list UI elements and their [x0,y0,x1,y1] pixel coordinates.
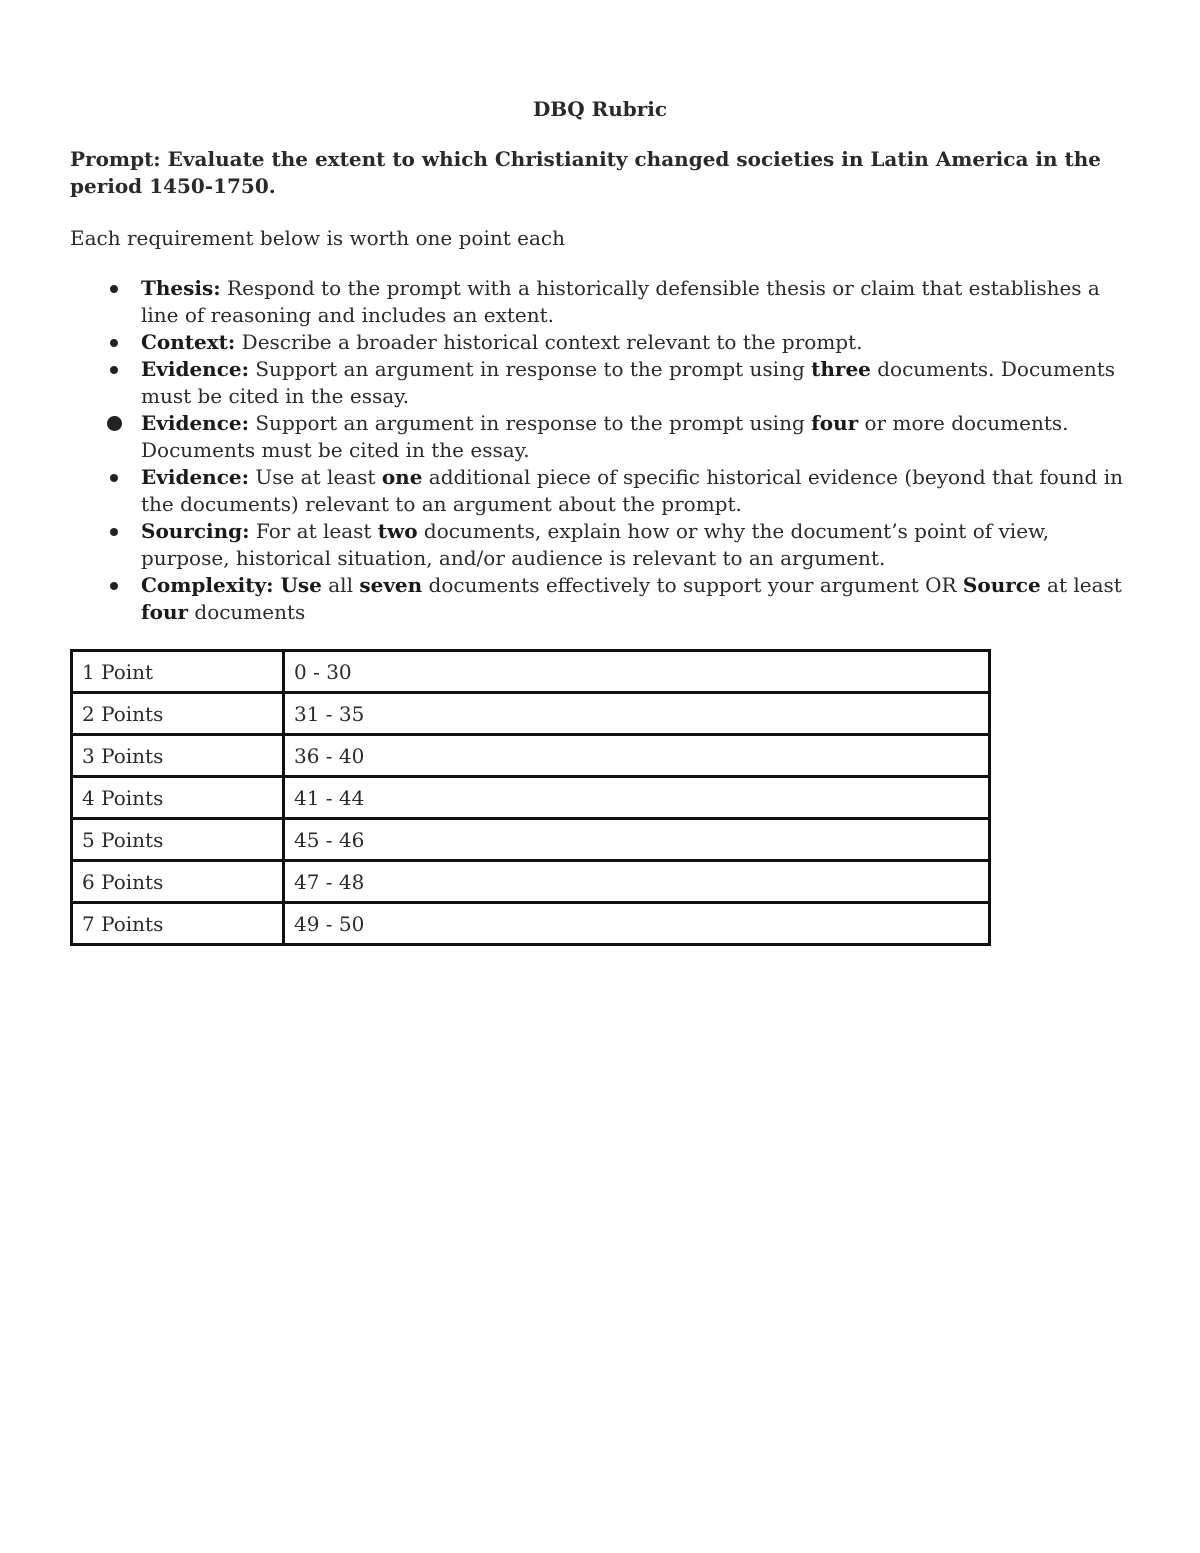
requirement-emphasis: two [377,519,418,543]
range-cell: 31 - 35 [284,693,990,735]
list-item [70,275,1130,329]
bullet-icon [110,582,118,590]
requirement-emphasis: three [811,357,871,381]
requirement-label: Complexity: [141,573,274,597]
table-row [72,777,990,819]
requirements-list [70,275,1130,626]
table-row [72,903,990,945]
table-row [72,651,990,693]
points-cell: 3 Points [72,735,284,777]
list-item [70,410,1130,464]
requirement-text: documents effectively to support your argument OR [422,573,963,597]
points-cell: 4 Points [72,777,284,819]
requirement-label: Thesis: [141,276,221,300]
requirement-text: additional piece of specific historical evidence (beyond that found in the documents) relevant to an argument about the prompt. [141,465,1123,516]
bullet-icon [110,339,118,347]
requirement-label: Sourcing: [141,519,250,543]
points-cell: 1 Point [72,651,284,693]
requirement-emphasis: seven [359,573,423,597]
points-cell: 7 Points [72,903,284,945]
list-item [70,518,1130,572]
requirement-text: Support an argument in response to the prompt using [249,411,812,435]
table-row [72,861,990,903]
requirement-text: Respond to the prompt with a historically defensible thesis or claim that establishes a line of reasoning and includes an extent. [141,276,1100,327]
requirement-text: documents, explain how or why the document’s point of view, purpose, historical situation, and/or audience is relevant to an argument. [141,519,1050,570]
range-cell: 45 - 46 [284,819,990,861]
requirement-emphasis: four [141,600,189,624]
list-item [70,356,1130,410]
bullet-icon [107,416,122,431]
bullet-icon [110,474,118,482]
requirement-emphasis: one [381,465,423,489]
requirement-emphasis: four [811,411,859,435]
requirement-text: at least [1040,573,1122,597]
requirement-text: documents [188,600,306,624]
requirement-text: documents. Documents must be cited in the essay. [141,357,1116,408]
list-item [70,572,1130,626]
table-row [72,693,990,735]
points-cell: 2 Points [72,693,284,735]
points-cell: 5 Points [72,819,284,861]
requirement-text: For at least [249,519,378,543]
score-table [70,649,991,946]
requirement-label: Evidence: [141,411,249,435]
table-row [72,819,990,861]
table-row [72,735,990,777]
range-cell: 0 - 30 [284,651,990,693]
range-cell: 36 - 40 [284,735,990,777]
page-title: DBQ Rubric [532,97,668,121]
points-cell: 6 Points [72,861,284,903]
requirement-text: all [321,573,360,597]
requirement-label: Evidence: [141,357,249,381]
range-cell: 47 - 48 [284,861,990,903]
requirement-label: Evidence: [141,465,249,489]
bullet-icon [110,528,118,536]
requirement-label: Context: [141,330,236,354]
requirement-text: Use at least [249,465,382,489]
prompt-text: Prompt: Evaluate the extent to which Christianity changed societies in Latin America in the period 1450-1750. [70,147,1101,198]
bullet-icon [110,285,118,293]
bullet-icon [110,366,118,374]
list-item [70,464,1130,518]
requirement-emphasis: Source [962,573,1041,597]
requirement-text: Support an argument in response to the prompt using [249,357,812,381]
requirement-text: Describe a broader historical context relevant to the prompt. [235,330,863,354]
requirement-text: or more documents. Documents must be cited in the essay. [141,411,1069,462]
intro-text: Each requirement below is worth one point each [70,226,565,250]
range-cell: 49 - 50 [284,903,990,945]
list-item [70,329,1130,356]
requirement-emphasis: Use [273,573,322,597]
range-cell: 41 - 44 [284,777,990,819]
